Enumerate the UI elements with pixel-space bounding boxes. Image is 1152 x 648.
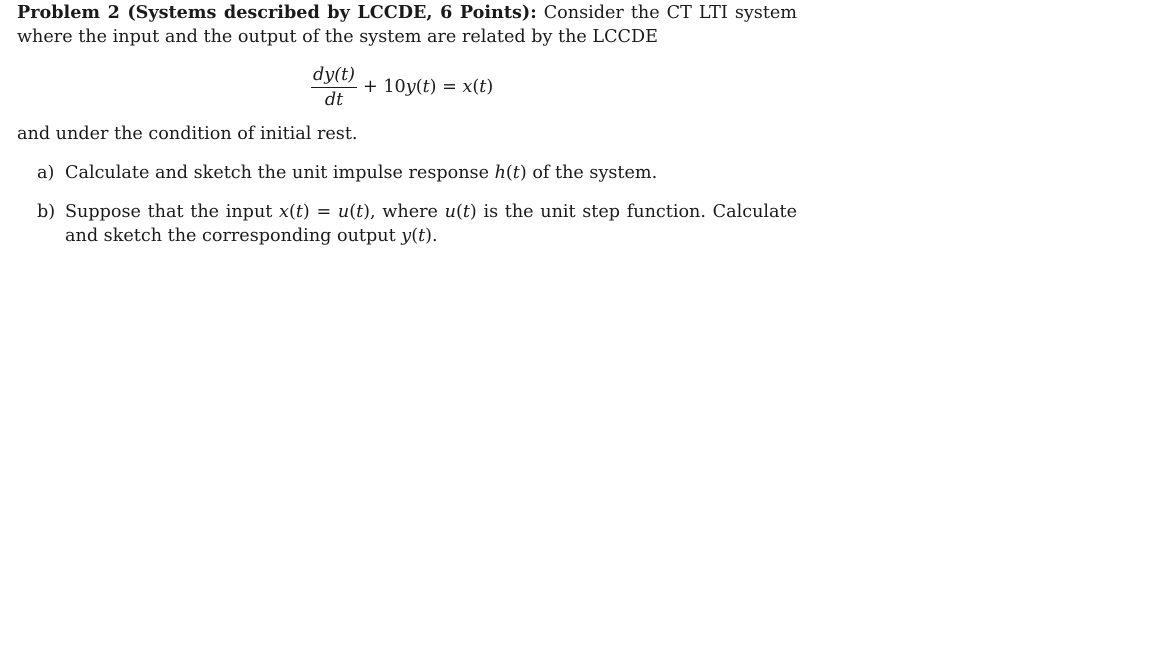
math-t: t <box>512 163 520 183</box>
eq-t-2: t <box>479 77 487 97</box>
problem-title: Problem 2 (Systems described by LCCDE, 6 Points): <box>17 2 537 23</box>
subquestion-list <box>37 161 797 263</box>
math-t: t <box>462 202 470 222</box>
problem-statement <box>17 1 797 49</box>
eq-plus-coeff: + 10 <box>363 77 406 97</box>
math-t: t <box>356 202 364 222</box>
text-run: Suppose that the input <box>65 202 280 222</box>
subquestion-text <box>65 200 797 248</box>
text-run: ( <box>455 202 463 222</box>
eq-y: y <box>405 77 416 97</box>
initial-rest-condition: and under the condition of initial rest. <box>17 124 358 144</box>
fraction-numerator: dy(t) <box>311 65 357 88</box>
subquestion-marker: a) <box>37 163 55 183</box>
math-t: t <box>418 226 426 246</box>
text-run: ( <box>288 202 296 222</box>
fraction-denominator: dt <box>324 89 344 110</box>
math-t: t <box>295 202 303 222</box>
math-y: y <box>401 226 412 246</box>
text-run: ) = <box>302 202 338 222</box>
text-run: ) is the unit step function. Calculate and sketch the corresponding output <box>65 202 797 246</box>
lccde-equation <box>311 63 493 111</box>
text-run: ( <box>505 163 513 183</box>
text-run: Calculate and sketch the unit impulse response <box>65 163 495 183</box>
math-h: h <box>494 163 506 183</box>
eq-paren-close-2: ) <box>486 77 494 97</box>
math-u: u <box>444 202 456 222</box>
subquestion-marker: b) <box>37 202 56 222</box>
text-run: ( <box>411 226 419 246</box>
subquestion-text <box>65 161 797 185</box>
subquestion-a <box>37 161 797 185</box>
text-run: ), where <box>363 202 445 222</box>
subquestion-b <box>37 200 797 248</box>
text-run: ). <box>425 226 438 246</box>
eq-paren-open-2: ( <box>472 77 480 97</box>
eq-t-1: t <box>422 77 430 97</box>
problem-intro-text: Consider the CT LTI system where the input and the output of the system are related by the LCCDE <box>17 3 797 47</box>
derivative-fraction <box>311 65 357 110</box>
eq-close-equals: ) = <box>429 77 463 97</box>
math-x: x <box>279 202 289 222</box>
equation-remainder <box>363 77 493 97</box>
math-u: u <box>337 202 350 222</box>
eq-x: x <box>462 77 473 97</box>
text-run: ) of the system. <box>519 163 658 183</box>
eq-paren-open-1: ( <box>415 77 423 97</box>
text-run: ( <box>349 202 357 222</box>
